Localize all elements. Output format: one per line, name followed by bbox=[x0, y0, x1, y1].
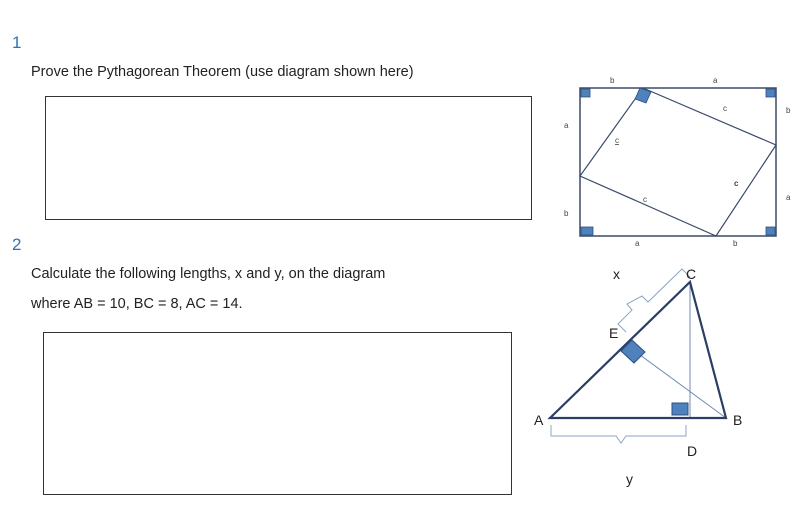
label-c-left: c bbox=[615, 136, 619, 145]
triangle-diagram bbox=[528, 258, 768, 490]
question-2-answer-box[interactable] bbox=[43, 332, 512, 495]
label-left-b: b bbox=[564, 209, 569, 218]
label-D: D bbox=[687, 443, 698, 459]
corner-marker-top-right bbox=[766, 89, 775, 97]
brace-y bbox=[551, 425, 686, 443]
question-1-answer-box[interactable] bbox=[45, 96, 532, 220]
label-right-a: a bbox=[786, 193, 791, 202]
question-2-prompt-line2: where AB = 10, BC = 8, AC = 14. bbox=[31, 296, 243, 312]
label-y: y bbox=[626, 471, 633, 487]
question-2-prompt-line1: Calculate the following lengths, x and y, on the diagram bbox=[31, 266, 386, 282]
label-A: A bbox=[534, 412, 544, 428]
label-top-a: a bbox=[713, 76, 718, 85]
outer-square bbox=[580, 88, 776, 236]
corner-marker-top-left bbox=[581, 89, 590, 97]
label-right-b: b bbox=[786, 106, 791, 115]
question-2-number: 2 bbox=[12, 235, 22, 254]
right-angle-marker-E bbox=[621, 340, 645, 363]
corner-marker-bottom-left bbox=[581, 227, 593, 235]
label-c-right: c bbox=[734, 179, 739, 188]
label-bottom-b: b bbox=[733, 239, 738, 248]
label-bottom-a: a bbox=[635, 239, 640, 248]
pythagorean-proof-diagram bbox=[545, 60, 799, 255]
label-C: C bbox=[686, 266, 697, 282]
label-B: B bbox=[733, 412, 743, 428]
label-c-bottom: c bbox=[643, 195, 647, 204]
brace-x bbox=[618, 269, 690, 332]
inner-tilted-square bbox=[580, 88, 776, 236]
label-c-top: c bbox=[723, 104, 727, 113]
question-1-prompt: Prove the Pythagorean Theorem (use diagram shown here) bbox=[31, 64, 414, 80]
label-x: x bbox=[613, 266, 620, 282]
corner-marker-bottom-right bbox=[766, 227, 775, 235]
label-E: E bbox=[609, 325, 619, 341]
right-angle-marker-D bbox=[672, 403, 688, 415]
label-top-b: b bbox=[610, 76, 615, 85]
question-1-number: 1 bbox=[12, 33, 22, 52]
label-left-a: a bbox=[564, 121, 569, 130]
